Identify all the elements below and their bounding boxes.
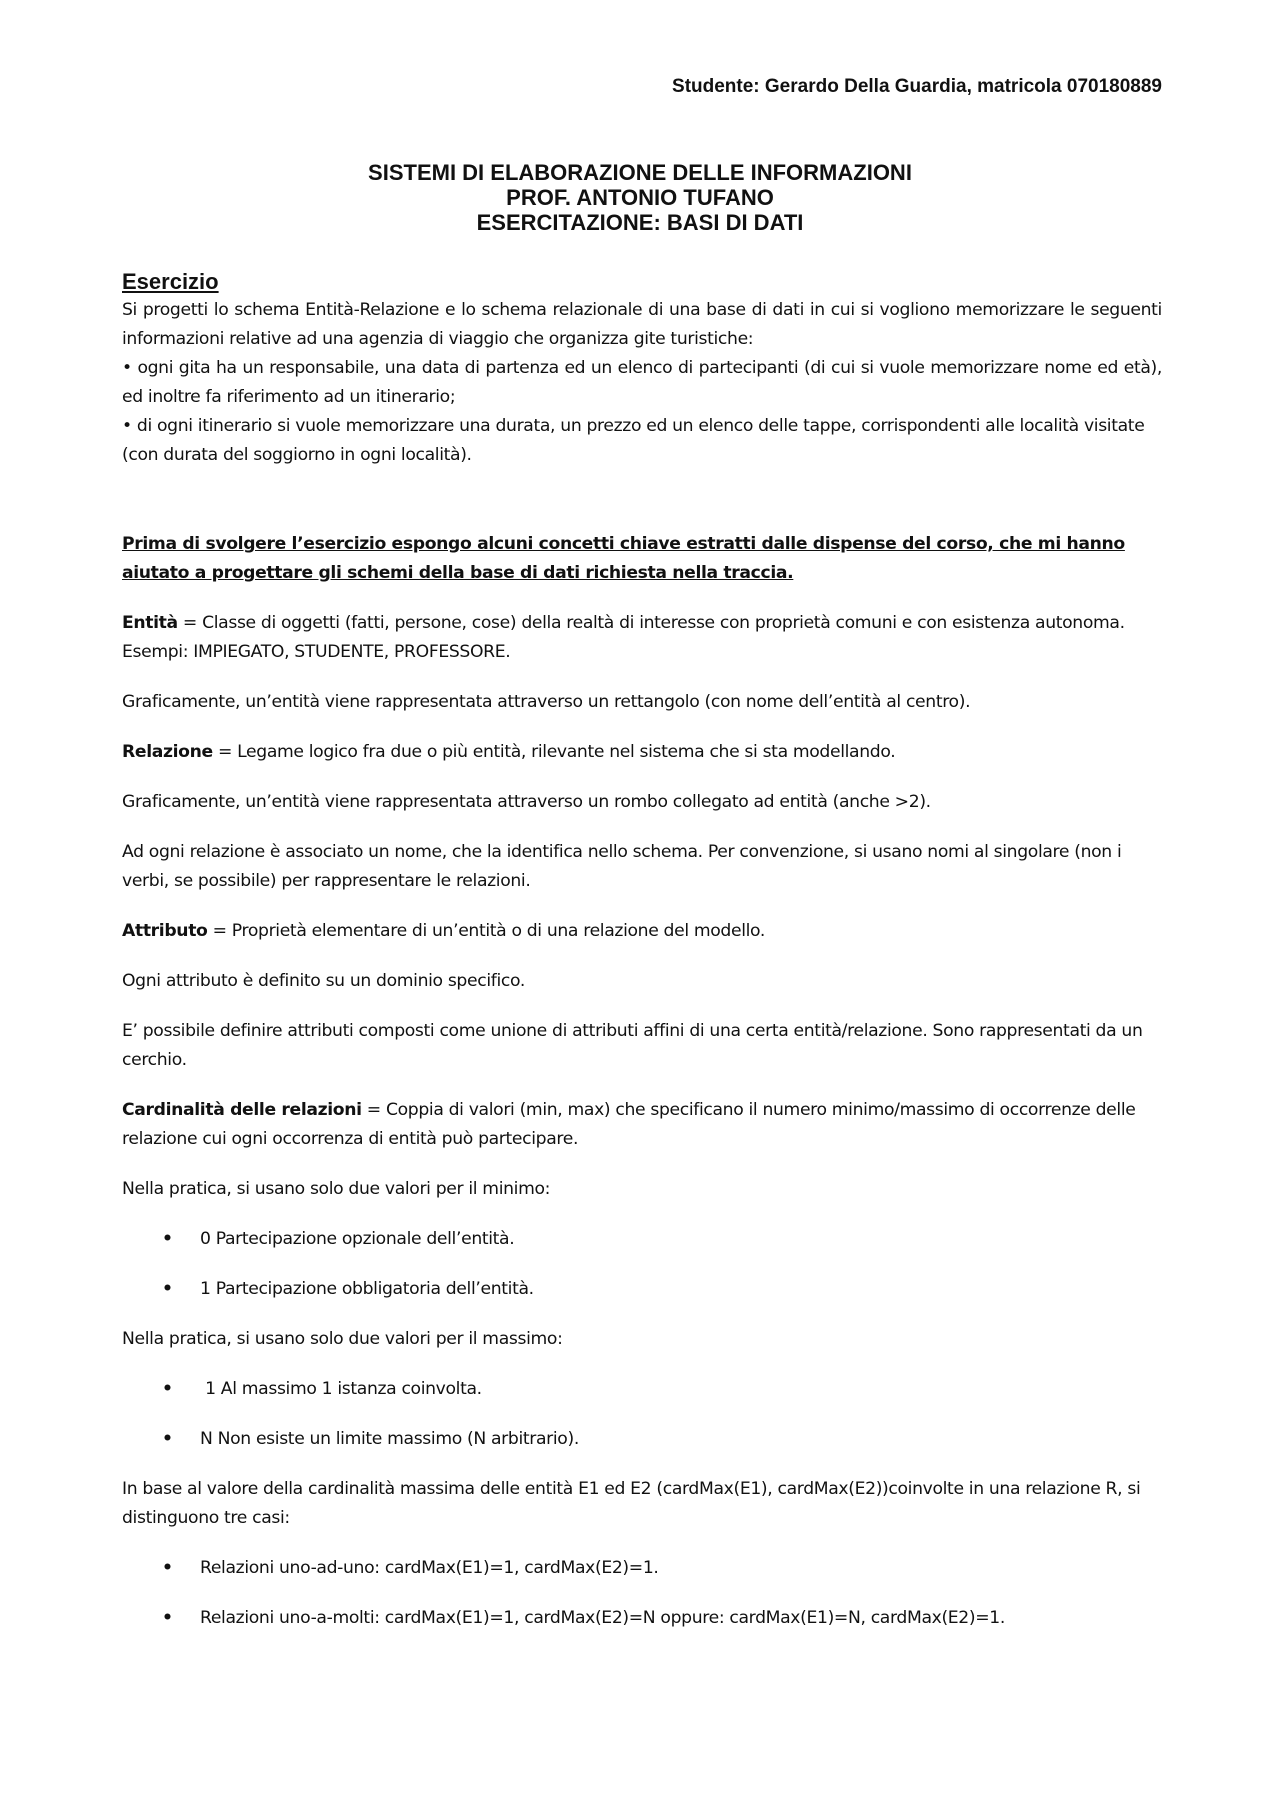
cardinalita-paragraph <box>122 1096 1162 1154</box>
relazione-definition: = Legame logico fra due o più entità, rilevante nel sistema che si sta modellando. <box>212 742 896 762</box>
cases-intro: In base al valore della cardinalità massima delle entità E1 ed E2 (cardMax(E1), cardMax(E2))coinvolte in una relazione R, si distinguono tre casi: <box>122 1479 1141 1528</box>
max-intro: Nella pratica, si usano solo due valori per il massimo: <box>122 1329 563 1349</box>
list-item-text: N Non esiste un limite massimo (N arbitrario). <box>200 1429 579 1449</box>
list-item <box>122 1375 1162 1404</box>
professor-title: PROF. ANTONIO TUFANO <box>506 185 774 210</box>
bullet-icon: • <box>162 1379 173 1399</box>
list-item-text: 0 Partecipazione opzionale dell’entità. <box>200 1229 515 1249</box>
exercise-heading: Esercizio <box>122 269 219 294</box>
entita-graphic-paragraph: Graficamente, un’entità viene rappresentata attraverso un rettangolo (con nome dell’entità al centro). <box>122 692 971 712</box>
relazione-graphic-paragraph: Graficamente, un’entità viene rappresentata attraverso un rombo collegato ad entità (anche >2). <box>122 792 931 812</box>
bullet-icon: • <box>162 1558 173 1578</box>
attributo-paragraph <box>122 917 1162 946</box>
min-intro: Nella pratica, si usano solo due valori per il minimo: <box>122 1179 551 1199</box>
max-values-list <box>122 1375 1162 1454</box>
relazione-paragraph <box>122 738 1162 767</box>
attributo-term: Attributo <box>122 921 208 941</box>
attributo-domain-paragraph: Ogni attributo è definito su un dominio specifico. <box>122 971 525 991</box>
document-body <box>122 268 1162 1654</box>
cardinalita-term: Cardinalità delle relazioni <box>122 1100 362 1120</box>
min-values-list <box>122 1225 1162 1304</box>
entita-definition: = Classe di oggetti (fatti, persone, cose) della realtà di interesse con proprietà comuni e con esistenza autonoma. Esempi: IMPIEGATO, STUDENTE, PROFESSORE. <box>122 613 1125 662</box>
course-title: SISTEMI DI ELABORAZIONE DELLE INFORMAZIONI <box>368 160 912 185</box>
bullet-icon: • <box>162 1608 173 1628</box>
assignment-title: ESERCITAZIONE: BASI DI DATI <box>476 210 804 235</box>
bullet-icon: • <box>162 1229 173 1249</box>
student-header: Studente: Gerardo Della Guardia, matricola 070180889 <box>672 76 1162 97</box>
list-item <box>122 1554 1162 1583</box>
intro-paragraph: Prima di svolgere l’esercizio espongo alcuni concetti chiave estratti dalle dispense del corso, che mi hanno aiutato a progettare gli schemi della base di dati richiesta nella traccia. <box>122 534 1125 583</box>
attributo-definition: = Proprietà elementare di un’entità o di una relazione del modello. <box>207 921 766 941</box>
relazione-name-paragraph: Ad ogni relazione è associato un nome, che la identifica nello schema. Per convenzione, si usano nomi al singolare (non i verbi, se possibile) per rappresentare le relazioni. <box>122 842 1122 891</box>
list-item <box>122 1425 1162 1454</box>
list-item-text: 1 Partecipazione obbligatoria dell’entità. <box>200 1279 534 1299</box>
list-item <box>122 1225 1162 1254</box>
entita-paragraph <box>122 609 1162 667</box>
list-item <box>122 1604 1162 1633</box>
title-block <box>0 160 1280 235</box>
bullet-icon: • <box>162 1429 173 1449</box>
relazione-term: Relazione <box>122 742 213 762</box>
attributo-composti-paragraph: E’ possibile definire attributi composti come unione di attributi affini di una certa entità/relazione. Sono rappresentati da un cerchio. <box>122 1021 1143 1070</box>
exercise-text: Si progetti lo schema Entità-Relazione e lo schema relazionale di una base di dati in cui si vogliono memorizzare le seguenti informazioni relative ad una agenzia di viaggio che organizza gite turistiche: <box>122 300 1162 349</box>
bullet-icon: • <box>162 1279 173 1299</box>
cardinalita-definition: = Coppia di valori (min, max) che specificano il numero minimo/massimo di occorrenze delle relazione cui ogni occorrenza di entità può partecipare. <box>122 1100 1136 1149</box>
cases-list <box>122 1554 1162 1633</box>
list-item-text: 1 Al massimo 1 istanza coinvolta. <box>200 1379 482 1399</box>
exercise-bullet-itinerario: • di ogni itinerario si vuole memorizzare una durata, un prezzo ed un elenco delle tappe, corrispondenti alle località visitate (con durata del soggiorno in ogni località). <box>122 416 1145 465</box>
exercise-bullet-gita: • ogni gita ha un responsabile, una data di partenza ed un elenco di partecipanti (di cui si vuole memorizzare nome ed età), ed inoltre fa riferimento ad un itinerario; <box>122 358 1162 407</box>
list-item <box>122 1275 1162 1304</box>
list-item-text: Relazioni uno-ad-uno: cardMax(E1)=1, cardMax(E2)=1. <box>200 1558 659 1578</box>
entita-term: Entità <box>122 613 178 633</box>
list-item-text: Relazioni uno-a-molti: cardMax(E1)=1, cardMax(E2)=N oppure: cardMax(E1)=N, cardMax(E2)=1. <box>200 1608 1006 1628</box>
